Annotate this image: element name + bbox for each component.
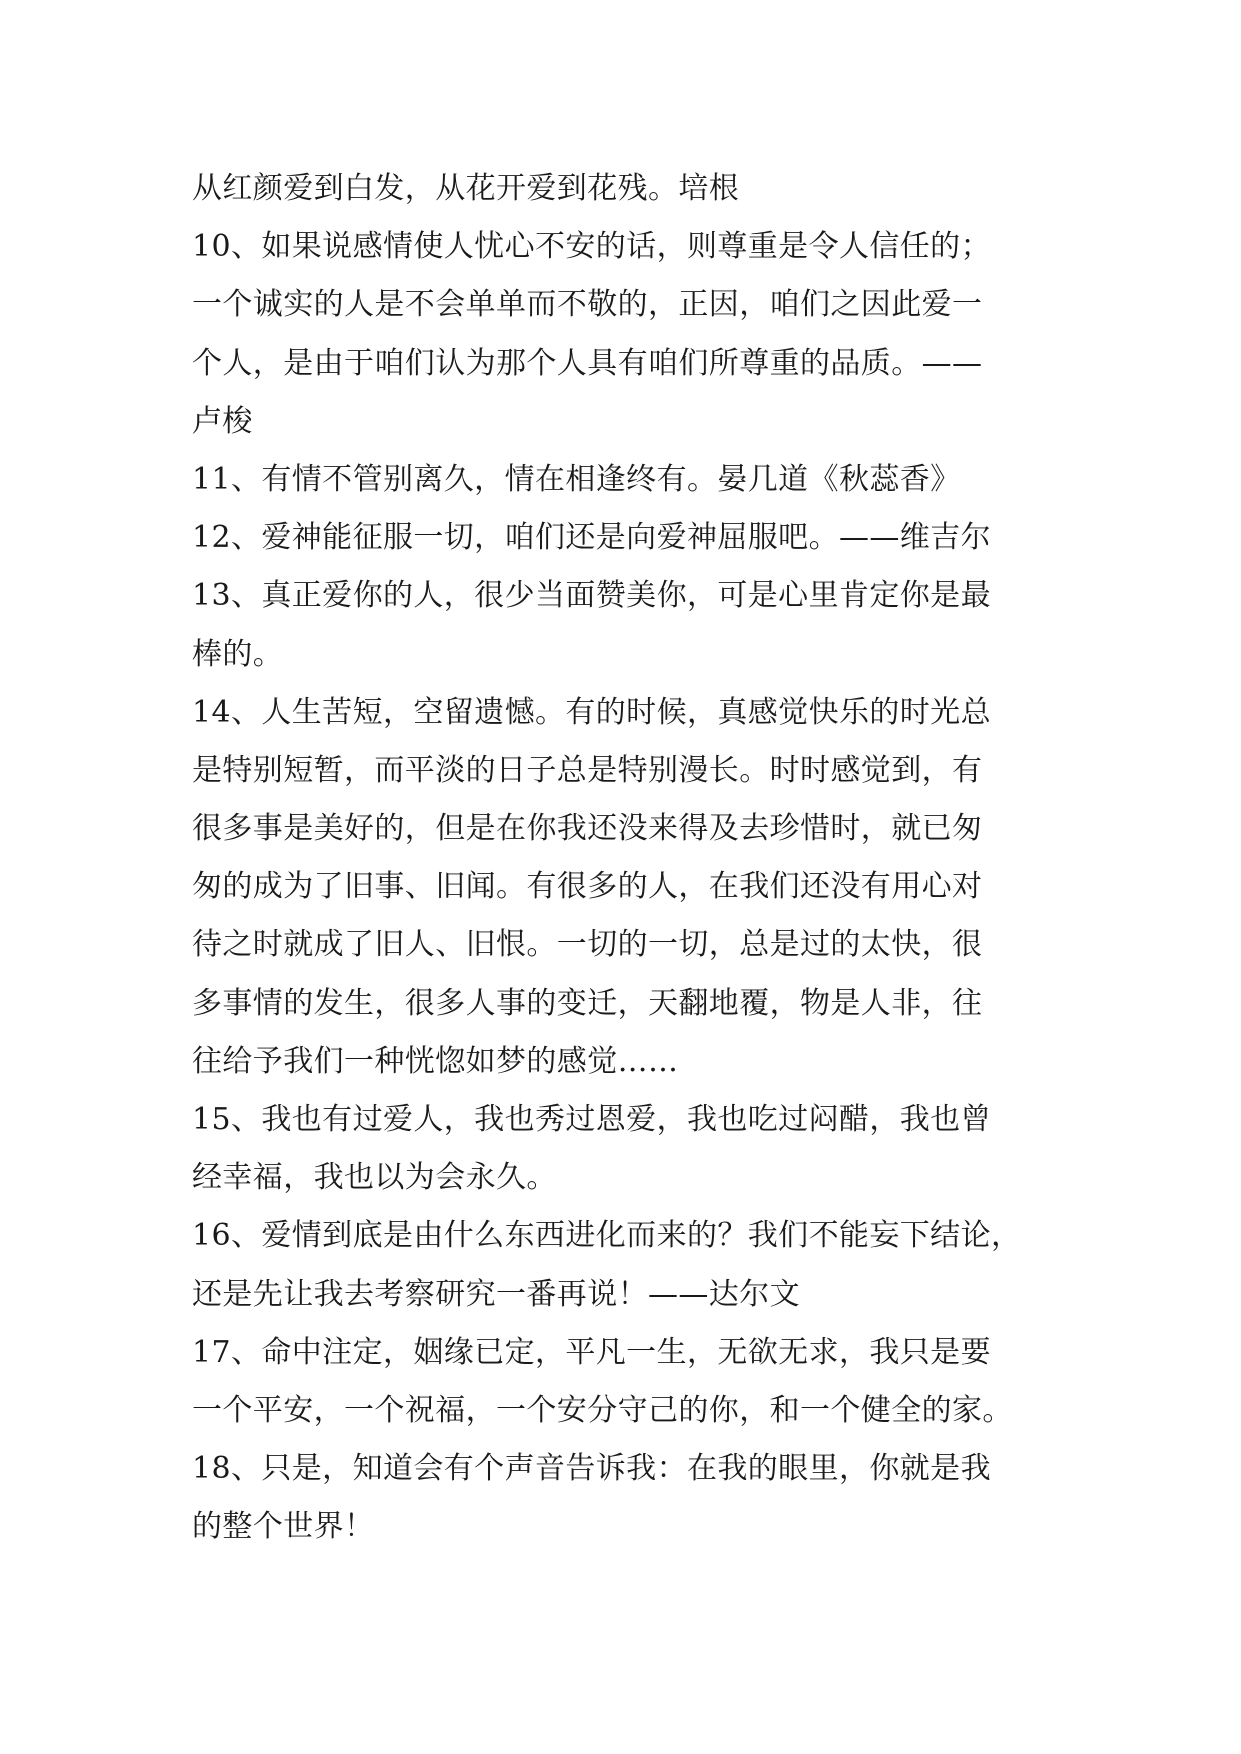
text-line: 16、爱情到底是由什么东西进化而来的？我们不能妄下结论，: [192, 1218, 1022, 1254]
text-line: 棒的。: [192, 636, 284, 672]
text-line: 一个诚实的人是不会单单而不敬的，正因，咱们之因此爱一: [192, 287, 983, 323]
text-line: 13、真正爱你的人，很少当面赞美你，可是心里肯定你是最: [192, 578, 991, 614]
text-line: 多事情的发生，很多人事的变迁，天翻地覆，物是人非，往: [192, 985, 983, 1021]
text-line: 14、人生苦短，空留遗憾。有的时候，真感觉快乐的时光总: [192, 694, 991, 730]
text-line: 12、爱神能征服一切，咱们还是向爱神屈服吧。——维吉尔: [192, 520, 991, 556]
text-line: 一个平安，一个祝福，一个安分守己的你，和一个健全的家。: [192, 1392, 1013, 1428]
text-line: 从红颜爱到白发，从花开爱到花残。培根: [192, 171, 740, 206]
text-line: 18、只是，知道会有个声音告诉我：在我的眼里，你就是我: [192, 1451, 991, 1487]
text-line: 11、有情不管别离久，情在相逢终有。晏几道《秋蕊香》: [192, 461, 961, 497]
text-line: 卢梭: [192, 403, 253, 439]
text-line: 匆的成为了旧事、旧闻。有很多的人，在我们还没有用心对: [192, 869, 983, 905]
text-line: 经幸福，我也以为会永久。: [192, 1160, 557, 1196]
document-body: [192, 160, 1062, 1557]
text-line: 个人，是由于咱们认为那个人具有咱们所尊重的品质。——: [192, 345, 983, 381]
text-line: 15、我也有过爱人，我也秀过恩爱，我也吃过闷醋，我也曾: [192, 1102, 991, 1137]
text-line: 很多事是美好的，但是在你我还没来得及去珍惜时，就已匆: [192, 811, 983, 847]
text-line: 待之时就成了旧人、旧恨。一切的一切，总是过的太快，很: [192, 927, 983, 963]
text-line: 17、命中注定，姻缘已定，平凡一生，无欲无求，我只是要: [192, 1334, 991, 1370]
text-line: 是特别短暂，而平淡的日子总是特别漫长。时时感觉到，有: [192, 752, 983, 788]
text-line: 10、如果说感情使人忧心不安的话，则尊重是令人信任的；: [192, 229, 991, 265]
text-line: 还是先让我去考察研究一番再说！——达尔文: [192, 1276, 800, 1312]
text-line: 往给予我们一种恍惚如梦的感觉……: [192, 1043, 679, 1079]
text-line: 的整个世界！: [192, 1509, 375, 1545]
